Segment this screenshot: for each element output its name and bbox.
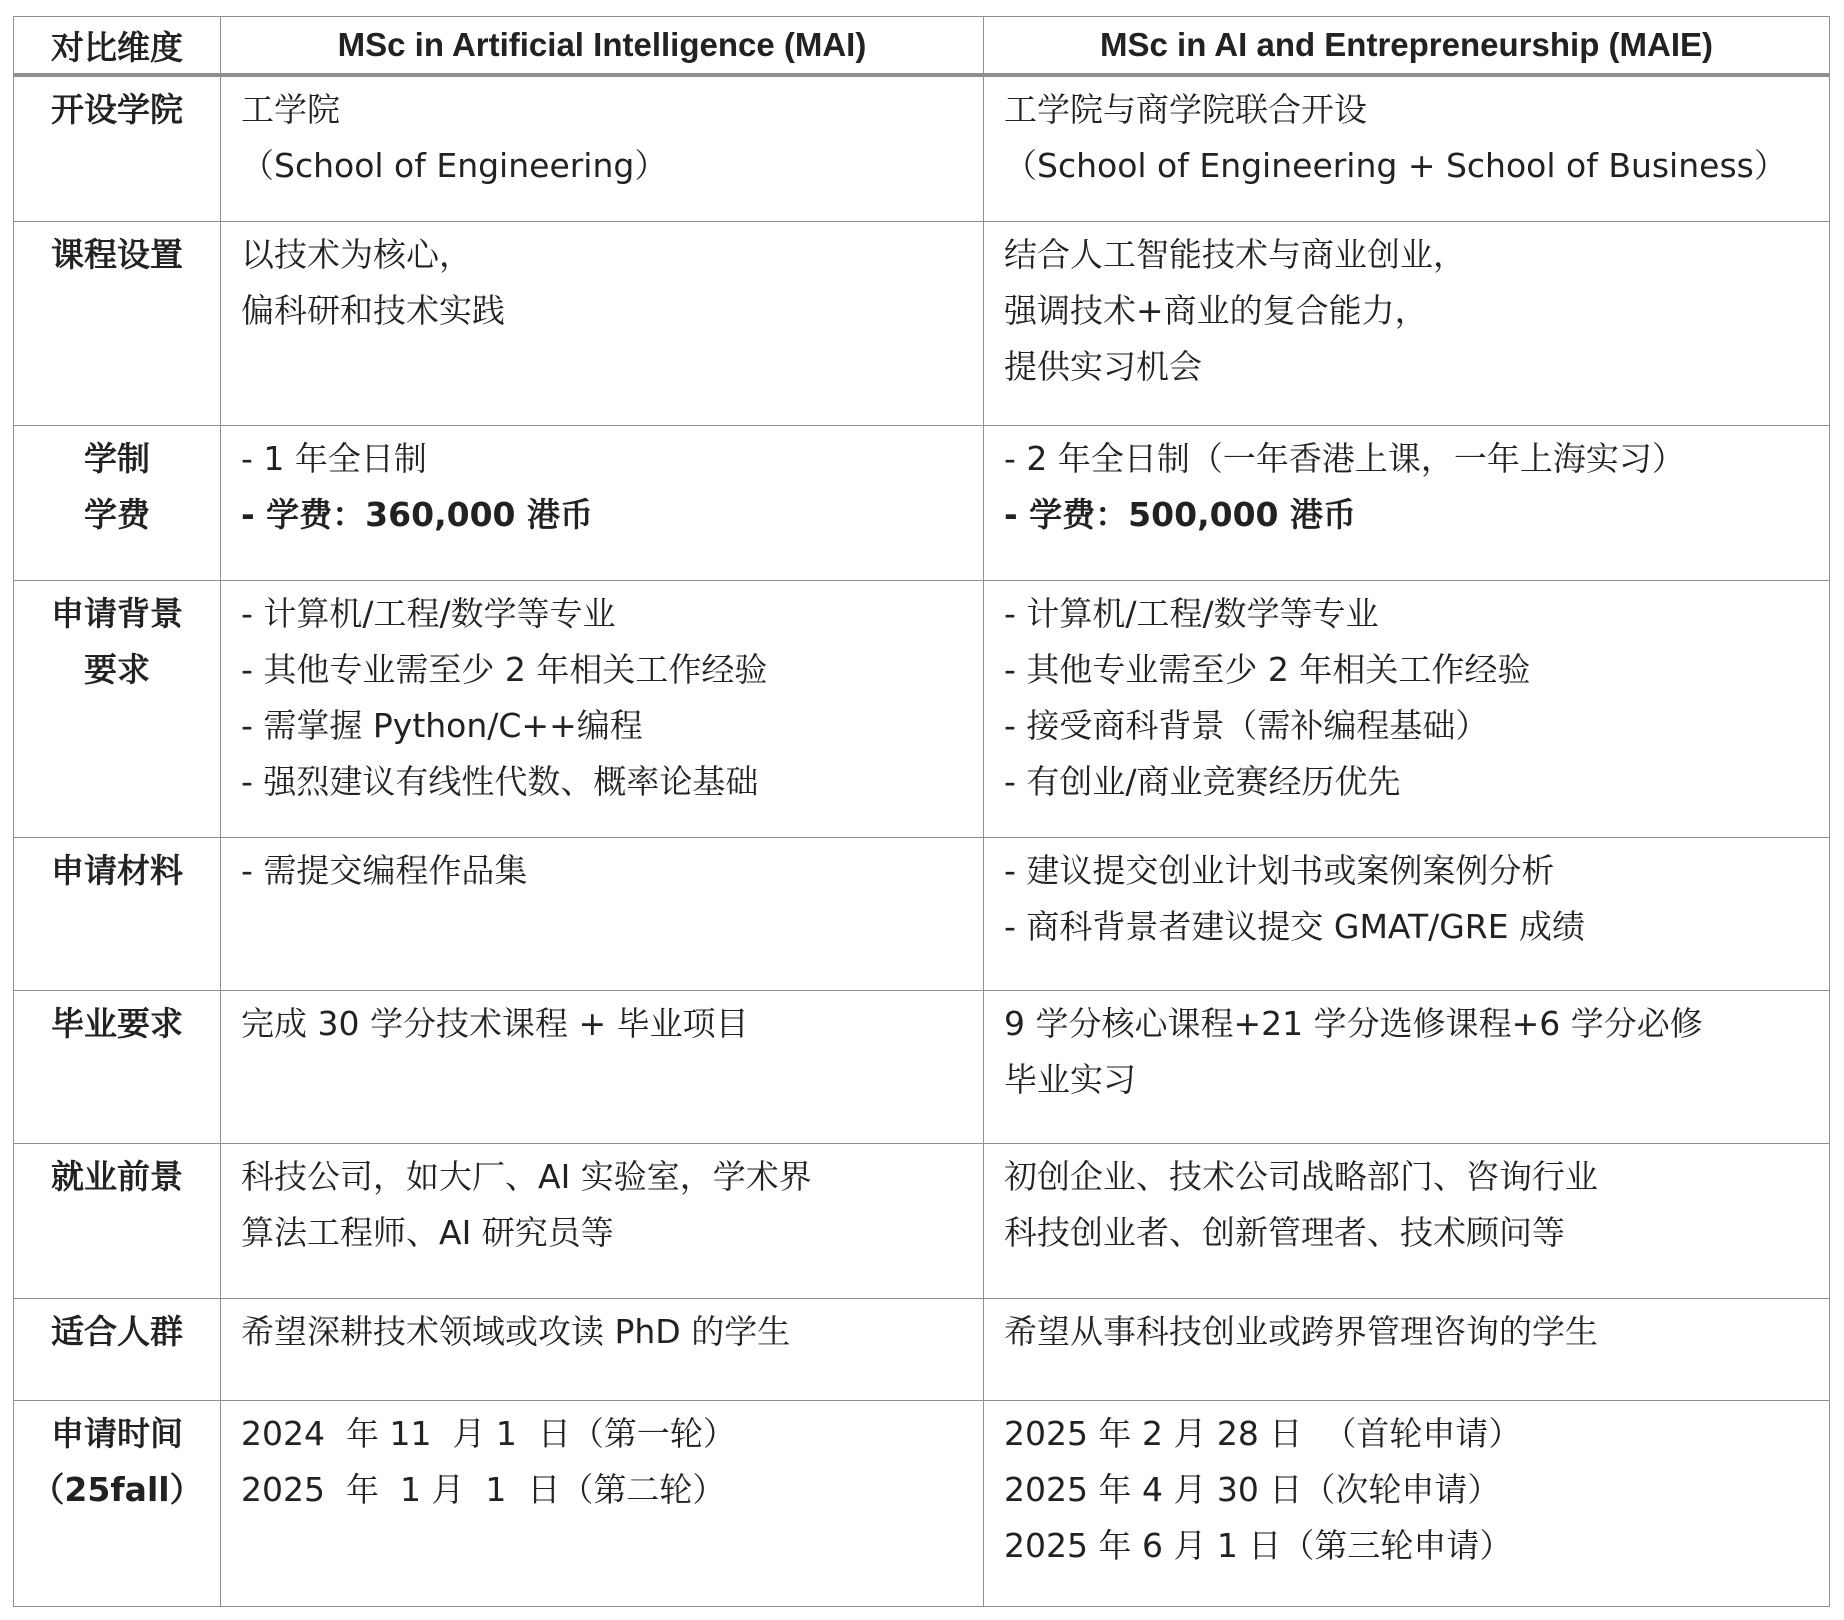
row-dimension [14,75,221,221]
row-duration-fee [14,425,1830,580]
mai-cell [221,1400,984,1606]
mai-line: （School of Engineering） [241,146,668,185]
row-dimension [14,425,221,580]
maie-line: - 商科背景者建议提交 GMAT/GRE 成绩 [1004,906,1586,946]
dimension-label: 申请背景 [51,593,183,633]
mai-line: 完成 30 学分技术课程 + 毕业项目 [241,1003,749,1043]
mai-line: - 1 年全日制 [241,438,427,478]
header-mai: MSc in Artificial Intelligence (MAI) [221,17,984,76]
row-dimension [14,990,221,1143]
mai-line: - 计算机/工程/数学等专业 [241,593,616,633]
dimension-label: 开设学院 [51,90,183,129]
dimension-label: 申请材料 [51,850,183,890]
row-background [14,580,1830,837]
maie-line: - 接受商科背景（需补编程基础） [1004,705,1489,745]
row-dimension [14,580,221,837]
maie-tuition: - 学费：500,000 港币 [1004,494,1356,534]
mai-tuition: - 学费：360,000 港币 [241,494,593,534]
maie-line: 工学院与商学院联合开设 [1004,90,1367,129]
maie-line: - 计算机/工程/数学等专业 [1004,593,1379,633]
maie-cell [984,580,1830,837]
dimension-label: 要求 [84,649,150,689]
comparison-table [13,16,1830,1607]
row-dimension [14,1298,221,1400]
mai-cell [221,990,984,1143]
row-curriculum [14,221,1830,425]
mai-line: - 其他专业需至少 2 年相关工作经验 [241,649,768,689]
maie-line: 提供实习机会 [1004,346,1202,386]
maie-cell [984,425,1830,580]
mai-cell [221,1143,984,1298]
maie-line: （School of Engineering + School of Business） [1004,146,1787,185]
mai-line: 希望深耕技术领域或攻读 PhD 的学生 [241,1311,791,1351]
mai-cell [221,75,984,221]
dimension-label: 毕业要求 [51,1003,183,1043]
dimension-label: 课程设置 [51,234,183,274]
mai-line: 2025 年 1 月 1 日（第二轮） [241,1469,726,1509]
mai-line: - 需掌握 Python/C++编程 [241,705,643,745]
dimension-label: 适合人群 [51,1311,183,1351]
row-dimension [14,1400,221,1606]
maie-line: 2025 年 2 月 28 日 （首轮申请） [1004,1413,1522,1453]
maie-cell [984,1298,1830,1400]
maie-line: - 建议提交创业计划书或案例案例分析 [1004,850,1555,890]
maie-cell [984,1400,1830,1606]
maie-line: 毕业实习 [1004,1059,1136,1099]
maie-line: 结合人工智能技术与商业创业， [1004,234,1466,274]
header-dimension: 对比维度 [14,17,221,76]
mai-cell [221,580,984,837]
row-dimension [14,837,221,990]
maie-cell [984,75,1830,221]
row-materials [14,837,1830,990]
mai-line: 2024 年 11 月 1 日（第一轮） [241,1413,736,1453]
row-dimension [14,221,221,425]
mai-cell [221,221,984,425]
dimension-label: （25fall） [31,1469,203,1509]
row-graduation [14,990,1830,1143]
maie-line: 初创企业、技术公司战略部门、咨询行业 [1004,1156,1598,1196]
maie-line: 科技创业者、创新管理者、技术顾问等 [1004,1212,1565,1252]
mai-line: 科技公司，如大厂、AI 实验室，学术界 [241,1156,812,1196]
mai-line: 以技术为核心， [241,234,472,274]
maie-cell [984,837,1830,990]
row-audience [14,1298,1830,1400]
mai-cell [221,837,984,990]
maie-line: - 其他专业需至少 2 年相关工作经验 [1004,649,1531,689]
dimension-label: 学制 [84,438,150,478]
row-deadlines [14,1400,1830,1606]
maie-line: 9 学分核心课程+21 学分选修课程+6 学分必修 [1004,1003,1703,1043]
mai-line: 工学院 [241,90,340,129]
header-maie: MSc in AI and Entrepreneurship (MAIE) [984,17,1830,76]
maie-cell [984,1143,1830,1298]
maie-cell [984,221,1830,425]
mai-line: 算法工程师、AI 研究员等 [241,1212,614,1252]
mai-cell [221,425,984,580]
maie-line: 2025 年 4 月 30 日（次轮申请） [1004,1469,1501,1509]
maie-line: 希望从事科技创业或跨界管理咨询的学生 [1004,1311,1598,1351]
dimension-label: 申请时间 [51,1413,183,1453]
row-career [14,1143,1830,1298]
maie-line: 强调技术+商业的复合能力， [1004,290,1428,330]
dimension-label: 学费 [84,494,150,534]
mai-line: - 需提交编程作品集 [241,850,528,890]
maie-line: 2025 年 6 月 1 日（第三轮申请） [1004,1525,1513,1565]
maie-line: - 2 年全日制（一年香港上课，一年上海实习） [1004,438,1685,478]
dimension-label: 就业前景 [51,1156,183,1196]
maie-cell [984,990,1830,1143]
row-dimension [14,1143,221,1298]
mai-line: 偏科研和技术实践 [241,290,505,330]
header-row [14,17,1830,76]
row-faculty [14,75,1830,221]
maie-line: - 有创业/商业竞赛经历优先 [1004,761,1401,801]
mai-line: - 强烈建议有线性代数、概率论基础 [241,761,759,801]
mai-cell [221,1298,984,1400]
